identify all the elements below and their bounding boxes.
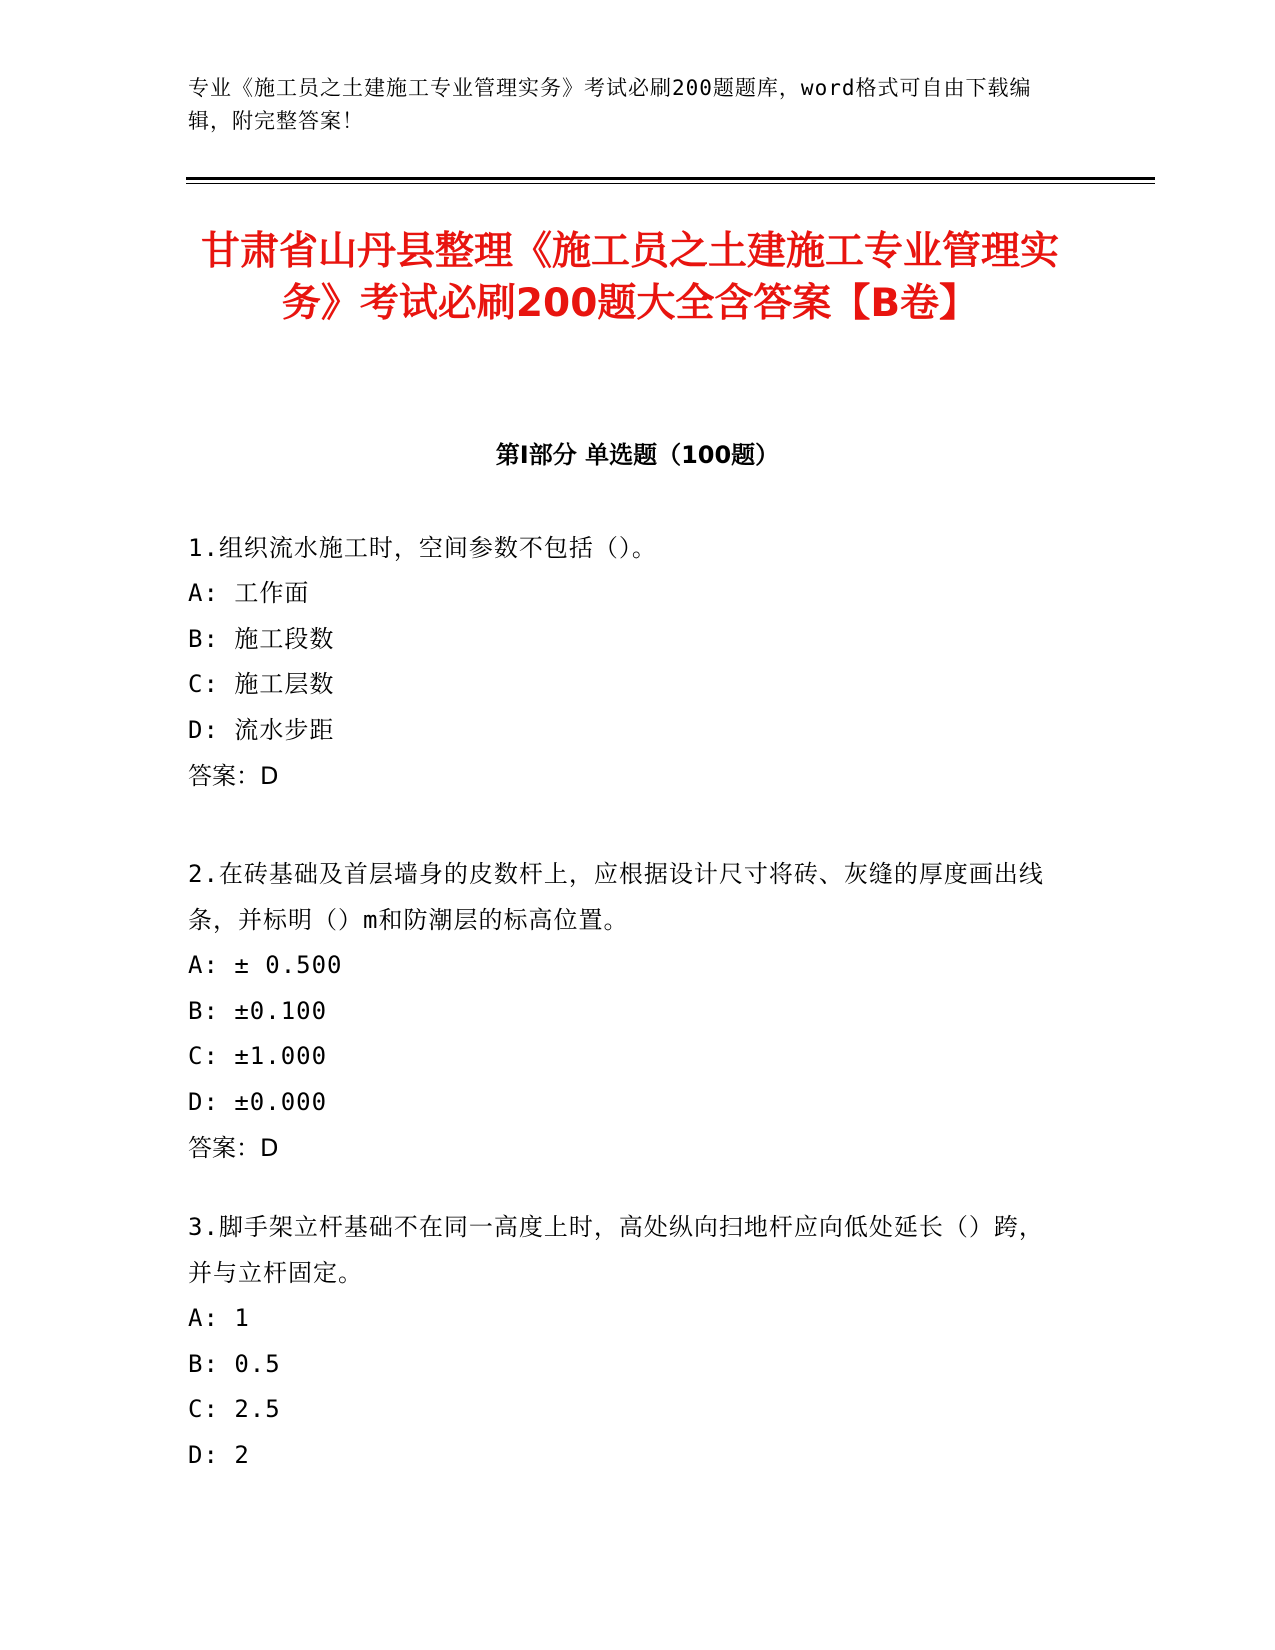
option-c: C: 2.5	[188, 1395, 281, 1423]
option-a: A: 1	[188, 1304, 250, 1332]
question-2	[188, 851, 1068, 1171]
option-b: B: 0.5	[188, 1349, 281, 1378]
question-stem: 1.组织流水施工时，空间参数不包括（）。	[188, 534, 657, 562]
document-title: 甘肃省山丹县整理《施工员之土建施工专业管理实务》考试必刷200题大全含答案【B卷】	[200, 229, 1059, 326]
option-d: D: 2	[188, 1440, 250, 1469]
option-c: C: 施工层数	[188, 670, 335, 698]
option-a: A: ± 0.500	[188, 951, 343, 979]
section-heading: 第I部分 单选题（100题）	[495, 441, 780, 469]
answer: 答案：D	[188, 1134, 279, 1162]
header-divider-thin	[186, 183, 1155, 184]
option-b: B: ±0.100	[188, 996, 328, 1025]
answer: 答案：D	[188, 762, 279, 790]
option-d: D: 流水步距	[188, 715, 335, 744]
question-stem: 3.脚手架立杆基础不在同一高度上时，高处纵向扫地杆应向低处延长（）跨，并与立杆固定。	[188, 1213, 1044, 1287]
option-b: B: 施工段数	[188, 624, 335, 653]
question-3	[188, 1204, 1068, 1478]
question-stem: 2.在砖基础及首层墙身的皮数杆上，应根据设计尺寸将砖、灰缝的厚度画出线条，并标明（）m和防潮层的标高位置。	[188, 860, 1044, 934]
option-d: D: ±0.000	[188, 1087, 328, 1116]
question-1	[188, 525, 1068, 799]
header-divider-thick	[186, 177, 1155, 180]
header-note: 专业《施工员之土建施工专业管理实务》考试必刷200题题库，word格式可自由下载编辑，附完整答案！	[188, 76, 1032, 133]
option-a: A: 工作面	[188, 579, 310, 607]
option-c: C: ±1.000	[188, 1042, 328, 1070]
